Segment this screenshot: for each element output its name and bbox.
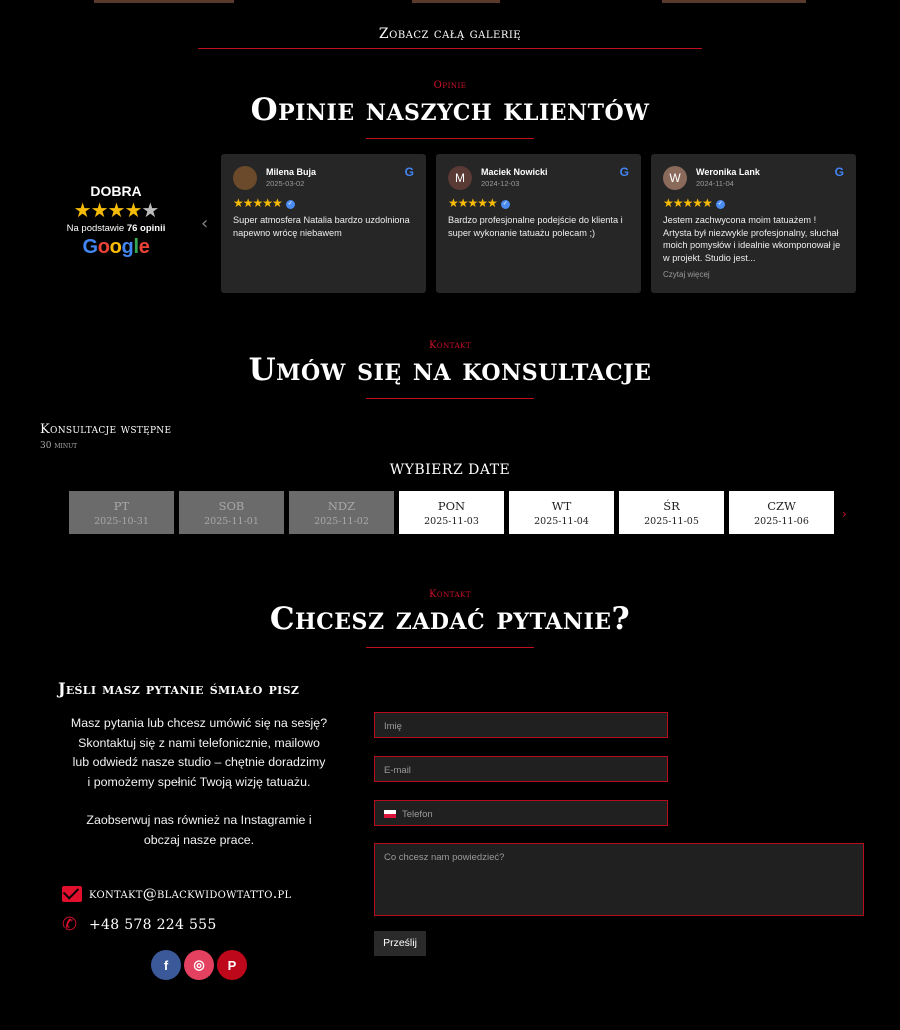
date-option[interactable]: PON 2025-11-03: [399, 491, 504, 534]
date-option[interactable]: ŚR 2025-11-05: [619, 491, 724, 534]
social-links: [151, 950, 247, 980]
date-picker: [69, 491, 834, 534]
avatar: [233, 166, 257, 190]
review-text: Jestem zachwycona moim tatuażem ! Artysta był niezwykle profesjonalny, słuchał moich pomysłów i idealnie wkomponował je w projekt. Studio jest...: [663, 215, 841, 263]
service-duration: 30 minut: [40, 441, 78, 451]
name-field[interactable]: Imię: [374, 712, 668, 738]
rating-based-on: Na podstawie 76 opinii: [66, 223, 166, 234]
google-g-icon: G: [834, 165, 844, 179]
gallery-image-strip: [94, 0, 234, 3]
next-dates-icon[interactable]: ›: [842, 507, 847, 521]
avatar: M: [448, 166, 472, 190]
booking-eyebrow: Kontakt: [428, 340, 472, 351]
question-heading: Jeśli masz pytanie śmiało pisz: [58, 679, 300, 698]
google-g-icon: G: [619, 165, 629, 179]
title-underline: [366, 647, 534, 648]
rating-label: DOBRA: [90, 183, 142, 199]
date-option[interactable]: WT 2025-11-04: [509, 491, 614, 534]
date-option: NDZ 2025-11-02: [289, 491, 394, 534]
email-text[interactable]: kontakt@blackwidowtatto.pl: [89, 886, 292, 902]
rating-stars: ★★★★★: [73, 200, 159, 222]
question-title: Chcesz zadać pytanie?: [269, 601, 631, 637]
poland-flag-icon[interactable]: [384, 810, 396, 818]
phone-field[interactable]: Telefon: [374, 800, 668, 826]
review-card: [436, 154, 641, 293]
date-option: SOB 2025-11-01: [179, 491, 284, 534]
facebook-icon[interactable]: f: [151, 950, 181, 980]
verified-icon: ✓: [502, 201, 508, 207]
avatar: W: [663, 166, 687, 190]
phone-text[interactable]: +48 578 224 555: [89, 917, 217, 933]
booking-title: Umów się na konsultacje: [248, 352, 652, 388]
reviews-eyebrow: Opinie: [433, 80, 467, 91]
review-stars: ★★★★★ ✓: [448, 196, 508, 210]
date-option: PT 2025-10-31: [69, 491, 174, 534]
review-stars: ★★★★★ ✓: [233, 196, 293, 210]
review-stars: ★★★★★ ✓: [663, 196, 723, 210]
pinterest-icon[interactable]: P: [217, 950, 247, 980]
date-option[interactable]: CZW 2025-11-06: [729, 491, 834, 534]
review-date: 2025-03-02: [266, 179, 305, 188]
review-text: Super atmosfera Natalia bardzo uzdolniona napewno wrócę niebawem: [233, 215, 410, 238]
submit-button[interactable]: Prześlij: [374, 931, 426, 956]
review-card: [651, 154, 856, 293]
gallery-image-strip: [412, 0, 500, 3]
question-eyebrow: Kontakt: [428, 589, 472, 600]
title-underline: [366, 398, 534, 399]
email-field[interactable]: E-mail: [374, 756, 668, 782]
read-more-link[interactable]: Czytaj więcej: [663, 270, 710, 279]
divider: [198, 48, 702, 49]
carousel-prev-icon[interactable]: ‹: [201, 213, 209, 234]
reviewer-name: Maciek Nowicki: [481, 167, 548, 177]
reviewer-name: Milena Buja: [266, 167, 317, 177]
verified-icon: ✓: [717, 201, 723, 207]
google-logo: Google: [82, 236, 150, 258]
question-body: Masz pytania lub chcesz umówić się na sesję? Skontaktuj się z nami telefonicznie, mailowo lub odwiedź nasze studio – chętnie doradzimy i pomożemy spełnić Twoją wizję tatuażu. Zaobserwuj nas również na Instagramie i obczaj nasze prace.: [70, 716, 328, 847]
reviewer-name: Weronika Lank: [696, 167, 760, 177]
review-text: Bardzo profesjonalne podejście do klienta i super wykonanie tatuażu polecam ;): [448, 215, 623, 238]
review-card: [221, 154, 426, 293]
phone-icon: ✆: [62, 914, 78, 935]
review-date: 2024-12-03: [481, 179, 520, 188]
message-field[interactable]: Co chcesz nam powiedzieć?: [374, 843, 864, 916]
title-underline: [366, 138, 534, 139]
view-gallery-link[interactable]: Zobacz całą galerię: [378, 26, 522, 42]
verified-icon: ✓: [287, 201, 293, 207]
phone-contact[interactable]: [62, 914, 217, 935]
reviews-title: Opinie naszych klientów: [250, 92, 650, 128]
envelope-icon: [62, 886, 82, 902]
google-g-icon: G: [404, 165, 414, 179]
email-contact[interactable]: [62, 886, 291, 902]
rating-summary: [56, 183, 176, 259]
review-date: 2024-11-04: [696, 179, 734, 188]
gallery-image-strip: [662, 0, 806, 3]
service-title: Konsultacje wstępne: [40, 422, 172, 437]
instagram-icon[interactable]: ◎: [184, 950, 214, 980]
pick-date-label: WYBIERZ DATE: [389, 462, 511, 478]
